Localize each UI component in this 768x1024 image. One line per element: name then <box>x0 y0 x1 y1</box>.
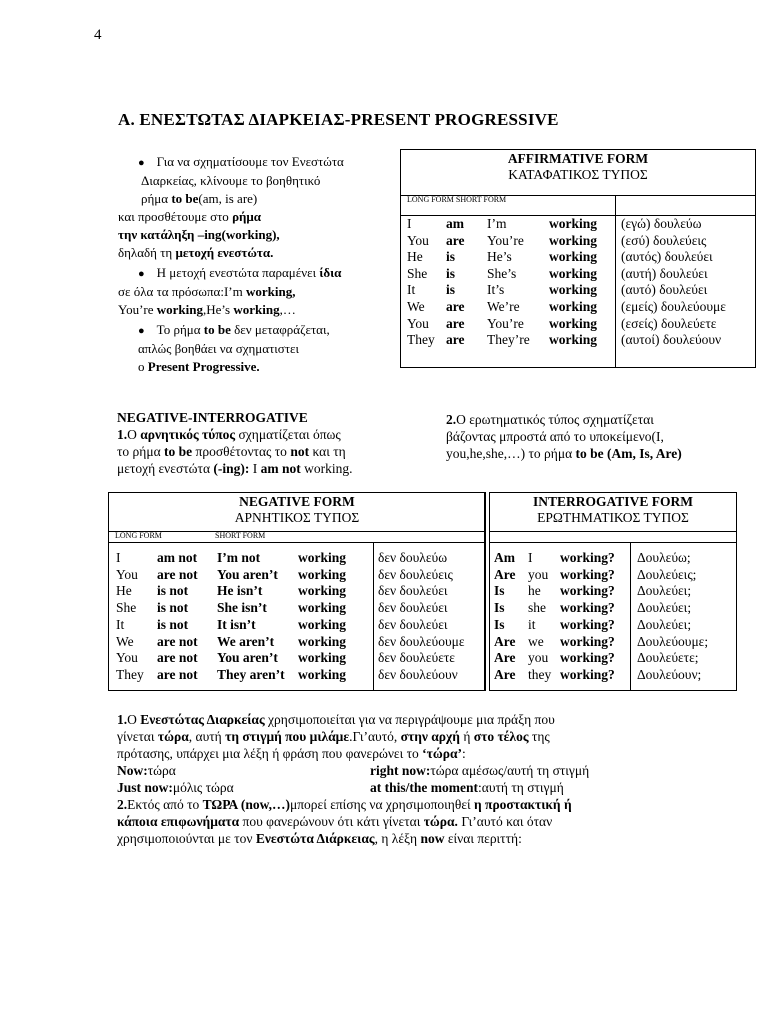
example-row <box>117 779 657 796</box>
bullet-1-line <box>138 153 393 172</box>
verb-cell: are not <box>157 666 198 682</box>
usage-bold: τώρα <box>157 729 189 744</box>
page-number: 4 <box>94 27 102 43</box>
pronoun-cell: You <box>116 650 138 666</box>
pronoun-cell: We <box>116 633 134 649</box>
verb-cell: are not <box>157 566 198 582</box>
bullet-3-line <box>138 321 393 340</box>
usage-bold: now <box>420 831 445 846</box>
verb-cell: is <box>446 265 456 281</box>
intro-text: και προσθέτουμε στο <box>118 209 233 224</box>
greek-cell: (εσείς) δουλεύετε <box>621 315 717 331</box>
example-text: τώρα <box>147 763 176 778</box>
greek-cell: (εγώ) δουλεύω <box>621 216 702 231</box>
working-cell: working? <box>560 650 615 666</box>
intro-bold: to be <box>171 191 199 206</box>
pronoun-cell: You <box>407 232 429 248</box>
usage-bold: κάποια επιφωνήματα <box>117 814 240 829</box>
short-form-cell: You’re <box>487 232 524 248</box>
page-title: Α. ΕΝΕΣΤΩΤΑΣ ΔΙΑΡΚΕΙΑΣ-PRESENT PROGRESSIVE <box>118 110 559 129</box>
verb-cell: are <box>446 232 465 248</box>
affirmative-table <box>400 149 756 368</box>
usage-line <box>117 813 657 830</box>
working-cell: working <box>298 566 347 582</box>
short-form-cell: He isn’t <box>217 583 263 599</box>
verb-cell: are <box>446 315 465 331</box>
intro-text: Για να σχηματίσουμε τον Ενεστώτα <box>156 154 344 169</box>
intro-bold: μετοχή ενεστώτα. <box>175 245 274 260</box>
bullet-2-line <box>138 264 393 283</box>
neg-text: I <box>249 461 261 476</box>
negative-header <box>109 493 485 532</box>
interrogative-divider <box>630 542 631 691</box>
usage-bold: Ενεστώτα Διάρκειας <box>255 831 375 846</box>
usage-line <box>117 728 657 745</box>
short-form-cell: They aren’t <box>217 666 285 682</box>
working-cell: working <box>298 650 347 666</box>
example-text: μόλις τώρα <box>172 780 234 795</box>
verb-cell: are <box>446 332 465 348</box>
usage-text: μπορεί επίσης να χρησιμοποιηθεί <box>289 797 475 812</box>
table-double-divider <box>484 492 486 691</box>
intro-notes <box>118 153 393 376</box>
short-form-cell: She’s <box>487 265 517 281</box>
working-cell: working <box>298 550 347 565</box>
intro-text: απλώς βοηθάει να σχηματιστει <box>138 341 299 356</box>
verb-cell: are not <box>157 650 198 666</box>
pronoun-cell: She <box>116 600 137 616</box>
int-num: 2. <box>446 412 457 427</box>
pronoun-cell: you <box>528 650 549 666</box>
neg-bold: to be <box>164 444 193 459</box>
working-cell: working <box>549 265 598 281</box>
pronoun-cell: I <box>528 550 533 565</box>
interrogative-table <box>489 492 737 691</box>
pronoun-cell: I <box>407 216 412 231</box>
greek-cell: (αυτοί) δουλεύουν <box>621 332 722 348</box>
example-key: right now: <box>370 763 431 778</box>
verb-cell: is not <box>157 583 189 599</box>
int-text: you,he,she,…) το ρήμα <box>446 446 576 461</box>
greek-cell: δεν δουλεύει <box>378 600 448 616</box>
neg-text: working. <box>300 461 353 476</box>
usage-line <box>117 796 657 813</box>
usage-bold: ΤΩΡΑ (now,…) <box>202 797 290 812</box>
intro-line: την κατάληξη –ing(working), <box>118 227 280 242</box>
intro-bold: Present Progressive. <box>147 359 260 374</box>
greek-cell: δεν δουλεύουν <box>378 666 458 682</box>
int-text: Ο ερωτηματικός τύπος σχηματίζεται <box>456 412 654 427</box>
affirmative-header <box>401 150 755 196</box>
interrogative-title: INTERROGATIVE FORM <box>533 494 693 509</box>
intro-text: ,He’s <box>203 302 234 317</box>
working-cell: working <box>298 633 347 649</box>
working-cell: working <box>298 666 347 682</box>
negative-subheader <box>109 531 485 543</box>
greek-cell: δεν δουλεύετε <box>378 650 455 666</box>
verb-cell: is <box>446 249 456 265</box>
example-item <box>370 779 564 796</box>
working-cell: working <box>549 299 598 314</box>
working-cell: working? <box>560 566 615 582</box>
verb-cell: am not <box>157 550 198 565</box>
neg-intro-line <box>117 443 407 460</box>
working-cell: working <box>549 332 598 348</box>
usage-text: πρότασης, υπάρχει μια λέξη ή φράση που φανερώνει το <box>117 746 423 761</box>
pronoun-cell: we <box>528 633 544 649</box>
usage-text: , αυτή <box>188 729 226 744</box>
short-form-cell: You aren’t <box>217 566 278 582</box>
verb-cell: is <box>446 282 456 298</box>
pronoun-cell: She <box>407 265 428 281</box>
intro-line <box>138 190 393 208</box>
pronoun-cell: It <box>407 282 416 298</box>
greek-cell: Δουλεύει; <box>637 616 692 632</box>
intro-line <box>118 283 393 301</box>
pronoun-cell: he <box>528 583 541 599</box>
pronoun-cell: You <box>407 315 429 331</box>
affirmative-divider <box>615 195 616 368</box>
pronoun-cell: They <box>116 666 144 682</box>
example-key: at this/the moment <box>370 780 478 795</box>
intro-line <box>118 208 393 226</box>
usage-text: Ο <box>127 712 141 727</box>
verb-cell: Are <box>494 650 516 666</box>
greek-cell: (εμείς) δουλεύουμε <box>621 299 726 314</box>
example-item <box>117 779 234 796</box>
negative-intro <box>117 409 407 477</box>
intro-text: Το ρήμα <box>156 322 204 337</box>
working-cell: working <box>298 616 347 632</box>
intro-bold: ρήμα <box>232 209 262 224</box>
int-intro-line: βάζοντας μπροστά από το υποκείμενο(I, <box>446 429 664 444</box>
verb-cell: Are <box>494 566 516 582</box>
working-cell: working <box>549 216 598 231</box>
greek-cell: δεν δουλεύω <box>378 550 448 565</box>
short-form-cell: It’s <box>487 282 505 298</box>
example-key: Just now: <box>117 780 173 795</box>
verb-cell: Are <box>494 633 516 649</box>
int-bold: to be (Am, Is, Are) <box>575 446 682 461</box>
usage-bold: τη στιγμή που μιλάμε <box>225 729 350 744</box>
neg-intro-line <box>117 426 407 443</box>
intro-bold: ίδια <box>319 265 342 280</box>
example-text: τώρα αμέσως/αυτή τη στιγμή <box>430 763 590 778</box>
working-cell: working <box>549 249 598 265</box>
interrogative-subheader <box>490 531 736 543</box>
usage-bold: τώρα. <box>423 814 458 829</box>
intro-text: Η μετοχή ενεστώτα παραμένει <box>156 265 320 280</box>
working-cell: working <box>298 583 347 599</box>
pronoun-cell: He <box>407 249 423 265</box>
greek-cell: Δουλεύεις; <box>637 566 697 582</box>
pronoun-cell: You <box>116 566 138 582</box>
usage-text: ή <box>459 729 474 744</box>
greek-cell: Δουλεύουν; <box>637 666 702 682</box>
greek-cell: δεν δουλεύει <box>378 616 448 632</box>
usage-bold: ‘τώρα’ <box>422 746 463 761</box>
greek-cell: (αυτή) δουλεύει <box>621 265 708 281</box>
negative-title: NEGATIVE FORM <box>239 494 355 509</box>
verb-cell: Are <box>494 666 516 682</box>
intro-bold: working, <box>246 284 296 299</box>
working-cell: working? <box>560 616 615 632</box>
neg-bold: am not <box>260 461 301 476</box>
greek-cell: Δουλεύει; <box>637 583 692 599</box>
short-form-cell: She isn’t <box>217 600 267 616</box>
intro-text: δηλαδή τη <box>118 245 176 260</box>
int-intro-line <box>446 411 736 428</box>
intro-bold: working <box>156 302 203 317</box>
example-item <box>370 762 590 779</box>
greek-cell: (αυτός) δουλεύει <box>621 249 713 265</box>
verb-cell: are <box>446 299 465 314</box>
pronoun-cell: it <box>528 616 536 632</box>
greek-cell: δεν δουλεύει <box>378 583 448 599</box>
long-form-label: LONG FORM <box>115 531 162 540</box>
usage-text: Γι’αυτό και όταν <box>457 814 553 829</box>
example-text: :αυτή τη στιγμή <box>478 780 564 795</box>
interrogative-header <box>490 493 736 532</box>
usage-text: χρησιμοποιούνται με τον <box>117 831 256 846</box>
usage-text: Εκτός από το <box>127 797 203 812</box>
neg-num: 1. <box>117 427 128 442</box>
verb-cell: are not <box>157 633 198 649</box>
section-heading: NEGATIVE-INTERROGATIVE <box>117 410 308 425</box>
intro-line <box>118 301 393 319</box>
greek-cell: (εσύ) δουλεύεις <box>621 232 707 248</box>
intro-text: (am, is are) <box>198 191 258 206</box>
intro-text: ,… <box>279 302 296 317</box>
intro-text: δεν μεταφράζεται, <box>230 322 330 337</box>
affirmative-subheader <box>401 195 755 216</box>
verb-cell: Is <box>494 616 505 632</box>
working-cell: working? <box>560 550 615 565</box>
greek-cell: Δουλεύουμε; <box>637 633 709 649</box>
intro-text: ο <box>138 359 148 374</box>
usage-notes <box>117 711 657 847</box>
pronoun-cell: He <box>116 583 132 599</box>
intro-text: You’re <box>118 302 157 317</box>
pronoun-cell: It <box>116 616 125 632</box>
interrogative-subtitle: ΕΡΩΤΗΜΑΤΙΚΟΣ ΤΥΠΟΣ <box>537 510 689 525</box>
usage-num: 1. <box>117 712 128 727</box>
neg-text: και τη <box>309 444 346 459</box>
short-form-cell: You aren’t <box>217 650 278 666</box>
usage-text: γίνεται <box>117 729 158 744</box>
intro-text: Διαρκείας, κλίνουμε το βοηθητικό <box>141 173 321 188</box>
short-form-cell: You’re <box>487 315 524 331</box>
usage-num: 2. <box>117 797 128 812</box>
short-form-cell: We aren’t <box>217 633 275 649</box>
pronoun-cell: They <box>407 332 435 348</box>
working-cell: working? <box>560 633 615 649</box>
pronoun-cell: you <box>528 566 549 582</box>
verb-cell: Is <box>494 583 505 599</box>
usage-line <box>117 745 657 762</box>
working-cell: working <box>549 232 598 248</box>
greek-cell: (αυτό) δουλεύει <box>621 282 708 298</box>
verb-cell: Is <box>494 600 505 616</box>
short-form-cell: I’m not <box>217 550 261 565</box>
negative-subtitle: ΑΡΝΗΤΙΚΟΣ ΤΥΠΟΣ <box>234 510 360 525</box>
working-cell: working? <box>560 583 615 599</box>
usage-bold: η προστακτική ή <box>474 797 572 812</box>
greek-cell: δεν δουλεύουμε <box>378 633 465 649</box>
short-form-cell: I’m <box>487 216 507 231</box>
working-cell: working? <box>560 666 615 682</box>
neg-bold: not <box>290 444 310 459</box>
short-form-cell: We’re <box>487 299 520 314</box>
neg-bold: (-ing): <box>213 461 250 476</box>
verb-cell: Am <box>494 550 515 565</box>
intro-text: ρήμα <box>141 191 172 206</box>
usage-text: είναι περιττή: <box>444 831 522 846</box>
pronoun-cell: I <box>116 550 121 565</box>
working-cell: working? <box>560 600 615 616</box>
greek-cell: Δουλεύω; <box>637 550 691 565</box>
affirmative-form-labels: LONG FORM SHORT FORM <box>407 195 507 204</box>
intro-text: σε όλα τα πρόσωπα:I’m <box>118 284 246 299</box>
intro-line <box>118 244 393 262</box>
neg-text: Ο <box>127 427 141 442</box>
greek-cell: Δουλεύει; <box>637 600 692 616</box>
affirmative-subtitle: ΚΑΤΑΦΑΤΙΚΟΣ ΤΥΠΟΣ <box>508 167 648 182</box>
pronoun-cell: We <box>407 299 425 314</box>
neg-text: σχηματίζεται όπως <box>235 427 341 442</box>
affirmative-title: AFFIRMATIVE FORM <box>507 151 649 166</box>
usage-bold: στην αρχή <box>400 729 460 744</box>
neg-text: μετοχή ενεστώτα <box>117 461 214 476</box>
usage-text: της <box>528 729 550 744</box>
usage-text: .Γι’αυτό, <box>349 729 401 744</box>
verb-cell: is not <box>157 616 189 632</box>
working-cell: working <box>549 315 598 331</box>
short-form-cell: He’s <box>487 249 512 265</box>
int-intro-line <box>446 445 736 462</box>
intro-line <box>138 358 393 376</box>
usage-line <box>117 830 657 847</box>
short-form-cell: It isn’t <box>217 616 256 632</box>
example-item <box>117 762 176 779</box>
intro-line <box>138 172 393 190</box>
short-form-label: SHORT FORM <box>215 531 266 540</box>
working-cell: working <box>549 282 598 298</box>
verb-cell: is not <box>157 600 189 616</box>
short-form-cell: They’re <box>487 332 530 348</box>
usage-bold: στο τέλος <box>473 729 529 744</box>
interrogative-intro <box>446 411 736 462</box>
usage-line <box>117 711 657 728</box>
usage-text: , η λέξη <box>374 831 421 846</box>
intro-bold: working <box>233 302 280 317</box>
negative-divider <box>373 542 374 691</box>
pronoun-cell: she <box>528 600 546 616</box>
pronoun-cell: they <box>528 666 552 682</box>
negative-table <box>108 492 486 691</box>
example-row <box>117 762 657 779</box>
neg-text: το ρήμα <box>117 444 165 459</box>
neg-intro-line <box>117 460 407 477</box>
intro-bold: to be <box>203 322 231 337</box>
intro-line <box>138 340 393 358</box>
usage-text: χρησιμοποιείται για να περιγράψουμε μια πράξη που <box>264 712 555 727</box>
example-key: Now: <box>117 763 148 778</box>
usage-bold: Ενεστώτας Διαρκείας <box>140 712 265 727</box>
verb-cell: am <box>446 216 464 231</box>
working-cell: working <box>298 600 347 616</box>
neg-text: προσθέτοντας το <box>192 444 291 459</box>
neg-bold: αρνητικός τύπος <box>140 427 236 442</box>
greek-cell: Δουλεύετε; <box>637 650 699 666</box>
usage-text: : <box>462 746 466 761</box>
usage-text: που φανερώνουν ότι κάτι γίνεται <box>239 814 424 829</box>
greek-cell: δεν δουλεύεις <box>378 566 453 582</box>
